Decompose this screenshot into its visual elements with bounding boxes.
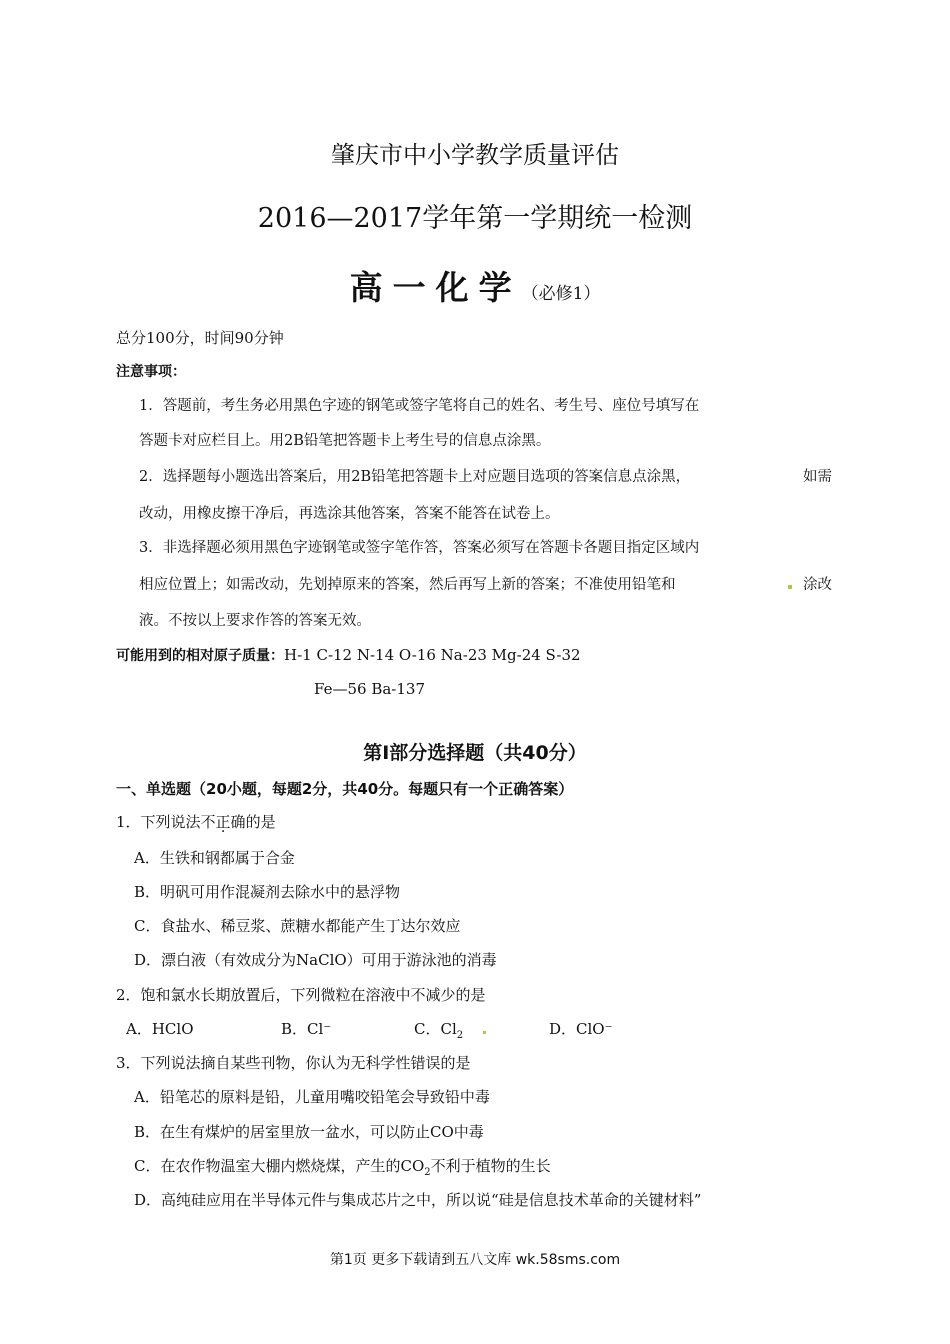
stray-mark bbox=[788, 585, 792, 589]
q1-stem-b: 的是 bbox=[245, 813, 276, 831]
q2-option-c bbox=[414, 1019, 463, 1046]
atomic-mass-label: 可能用到的相对原子质量： bbox=[116, 648, 284, 664]
q2-option-b: B．Cl⁻ bbox=[281, 1020, 332, 1038]
notice-3b-tail: 涂改 bbox=[803, 577, 832, 593]
q1-option-a: A．生铁和钢都属于合金 bbox=[134, 849, 295, 867]
q3-option-c-text: C．在农作物温室大棚内燃烧煤，产生的CO bbox=[134, 1157, 425, 1175]
q1-option-b: B．明矾可用作混凝剂去除水中的悬浮物 bbox=[134, 883, 401, 901]
q3-option-b: B．在生有煤炉的居室里放一盆水，可以防止CO中毒 bbox=[134, 1123, 484, 1141]
q1-stem-a: 1．下列说法 bbox=[116, 813, 201, 831]
q2-stem: 2．饱和氯水长期放置后，下列微粒在溶液中不减少的是 bbox=[116, 986, 486, 1004]
q3-option-a: A．铅笔芯的原料是铅，儿童用嘴咬铅笔会导致铅中毒 bbox=[134, 1088, 490, 1106]
q3-option-c bbox=[134, 1156, 551, 1183]
title-subject bbox=[0, 262, 950, 309]
atomic-mass-values: H-1 C-12 N-14 O-16 Na-23 Mg-24 S-32 bbox=[284, 646, 581, 664]
page-footer: 第1页 更多下载请到五八文库 wk.58sms.com bbox=[329, 1252, 621, 1268]
subject-name: 高一化学 bbox=[349, 268, 522, 307]
section-title: 第Ⅰ部分选择题（共40分） bbox=[363, 742, 587, 764]
atomic-mass-line bbox=[116, 645, 581, 666]
notice-2a: 2．选择题每小题选出答案后，用2B铅笔把答题卡上对应题目选项的答案信息点涂黑， bbox=[139, 469, 691, 485]
exam-total: 总分100分，时间90分钟 bbox=[116, 329, 284, 347]
q1-stem-emphasis: 不正确 bbox=[200, 813, 246, 831]
q1-option-d: D．漂白液（有效成分为NaClO）可用于游泳池的消毒 bbox=[134, 951, 497, 969]
stray-mark-2 bbox=[483, 1031, 486, 1034]
q3-option-c-sub: 2 bbox=[424, 1167, 431, 1178]
q3-stem: 3．下列说法摘自某些刊物，你认为无科学性错误的是 bbox=[116, 1054, 471, 1072]
q2-option-c-sub: 2 bbox=[456, 1030, 464, 1041]
notice-3b: 相应位置上；如需改动，先划掉原来的答案，然后再写上新的答案；不准使用铅笔和 bbox=[139, 577, 676, 593]
notice-title: 注意事项： bbox=[116, 364, 186, 380]
q2-option-c-text: C．Cl bbox=[414, 1020, 457, 1038]
q3-option-d: D．高纯硅应用在半导体元件与集成芯片之中，所以说“硅是信息技术革命的关键材料” bbox=[134, 1191, 702, 1209]
q2-option-d: D．ClO⁻ bbox=[549, 1020, 613, 1038]
notice-2a-tail: 如需 bbox=[803, 469, 832, 485]
subject-module: （必修1） bbox=[521, 284, 601, 304]
q1-stem bbox=[116, 812, 276, 832]
notice-3a: 3．非选择题必须用黑色字迹钢笔或签字笔作答，答案必须写在答题卡各题目指定区域内 bbox=[139, 540, 700, 556]
title-term: 2016—2017学年第一学期统一检测 bbox=[257, 203, 693, 234]
q3-option-c-tail: 不利于植物的生长 bbox=[430, 1157, 551, 1175]
notice-2b: 改动，用橡皮擦干净后，再选涂其他答案，答案不能答在试卷上。 bbox=[139, 506, 560, 522]
notice-1a: 1．答题前，考生务必用黑色字迹的钢笔或签字笔将自己的姓名、考生号、座位号填写在 bbox=[139, 398, 700, 414]
atomic-mass-values-2: Fe—56 Ba-137 bbox=[314, 680, 425, 698]
title-evaluation: 肇庆市中小学教学质量评估 bbox=[331, 141, 619, 169]
section-instruction: 一、单选题（20小题，每题2分，共40分。每题只有一个正确答案） bbox=[116, 780, 574, 798]
notice-1b: 答题卡对应栏目上。用2B铅笔把答题卡上考生号的信息点涂黑。 bbox=[139, 433, 551, 449]
q2-option-a: A．HClO bbox=[126, 1020, 194, 1038]
notice-3c: 液。不按以上要求作答的答案无效。 bbox=[139, 613, 371, 629]
q1-option-c: C．食盐水、稀豆浆、蔗糖水都能产生丁达尔效应 bbox=[134, 917, 461, 935]
